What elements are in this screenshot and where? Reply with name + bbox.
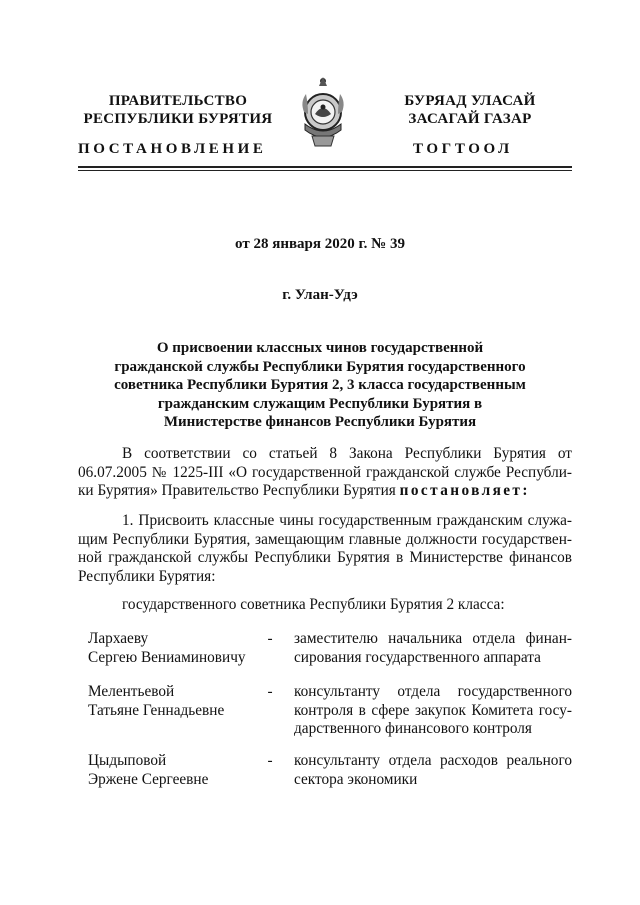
- title-line: О присвоении классных чинов государственной: [156, 340, 484, 356]
- person-name: [88, 683, 258, 720]
- title-line: Министерстве финансов Республики Бурятия: [163, 414, 477, 430]
- preamble-line: 06.07.2005 № 1225-III «О государственной гражданской службе Республи-: [78, 463, 572, 481]
- preamble-emphasis: постановляет:: [399, 482, 530, 500]
- person-dash: -: [267, 630, 273, 647]
- item-1-line: ной гражданской службы Республики Бурятия в Министерстве финансов: [78, 549, 572, 567]
- preamble-line: [78, 482, 572, 501]
- position-line: сектора экономики: [294, 770, 418, 788]
- preamble: [78, 445, 572, 501]
- document-title: [60, 339, 580, 432]
- coat-of-arms-icon: [298, 72, 348, 152]
- person-surname: Лархаеву: [88, 630, 149, 647]
- item-1-line: щим Республики Бурятия, замещающим главные должности государствен-: [78, 530, 572, 548]
- title-line: гражданской службы Республики Бурятия государственного: [114, 358, 526, 375]
- header-rule-thick: [78, 166, 572, 168]
- position-line: сирования государственного аппарата: [294, 648, 541, 666]
- header-rule-thin: [78, 170, 572, 171]
- title-line: гражданским служащим Республики Бурятия в: [157, 395, 483, 412]
- person-position: [294, 752, 572, 789]
- org-name-right-line1: БУРЯАД УЛАСАЙ: [404, 93, 536, 109]
- person-position: [294, 630, 572, 667]
- person-name: [88, 752, 258, 789]
- position-line: контроля в сфере закупок Комитета госу-: [294, 701, 572, 719]
- position-line: консультанту отдела расходов реального: [294, 752, 572, 769]
- doc-type-right: ТОГТООЛ: [413, 141, 513, 157]
- org-name-left-line1: ПРАВИТЕЛЬСТВО: [108, 93, 248, 109]
- item-1-line: Республики Бурятия:: [78, 567, 216, 585]
- position-line: консультанту отдела государственного: [294, 683, 572, 700]
- doc-type-left: ПОСТАНОВЛЕНИЕ: [78, 141, 267, 157]
- person-given-names: Эржене Сергеевне: [88, 770, 209, 788]
- title-line: советника Республики Бурятия 2, 3 класса государственным: [114, 377, 526, 393]
- person-dash: -: [267, 683, 273, 700]
- org-name-right: [375, 92, 565, 128]
- preamble-line: В соответствии со статьей 8 Закона Республики Бурятия от: [122, 445, 572, 462]
- position-line: дарственного финансового контроля: [294, 720, 532, 738]
- person-surname: Цыдыповой: [88, 752, 167, 769]
- person-position: [294, 683, 572, 739]
- item-1-line: 1. Присвоить классные чины государственным гражданским служа-: [122, 512, 572, 529]
- person-surname: Мелентьевой: [88, 683, 175, 700]
- org-name-left-line2: РЕСПУБЛИКИ БУРЯТИЯ: [83, 111, 273, 127]
- org-name-left: [78, 92, 278, 128]
- position-line: заместителю начальника отдела финан-: [294, 630, 572, 647]
- date-number: от 28 января 2020 г. № 39: [235, 236, 405, 252]
- person-given-names: Сергею Вениаминовичу: [88, 648, 246, 666]
- item-1: [78, 512, 572, 586]
- person-name: [88, 630, 258, 667]
- rank-heading: государственного советника Республики Бурятия 2 класса:: [122, 596, 505, 613]
- city: г. Улан-Удэ: [282, 287, 358, 303]
- preamble-line-text: ки Бурятия» Правительство Республики Бурятия: [78, 482, 400, 500]
- org-name-right-line2: ЗАСАГАЙ ГАЗАР: [408, 111, 532, 127]
- person-dash: -: [267, 752, 273, 769]
- person-given-names: Татьяне Геннадьевне: [88, 701, 225, 719]
